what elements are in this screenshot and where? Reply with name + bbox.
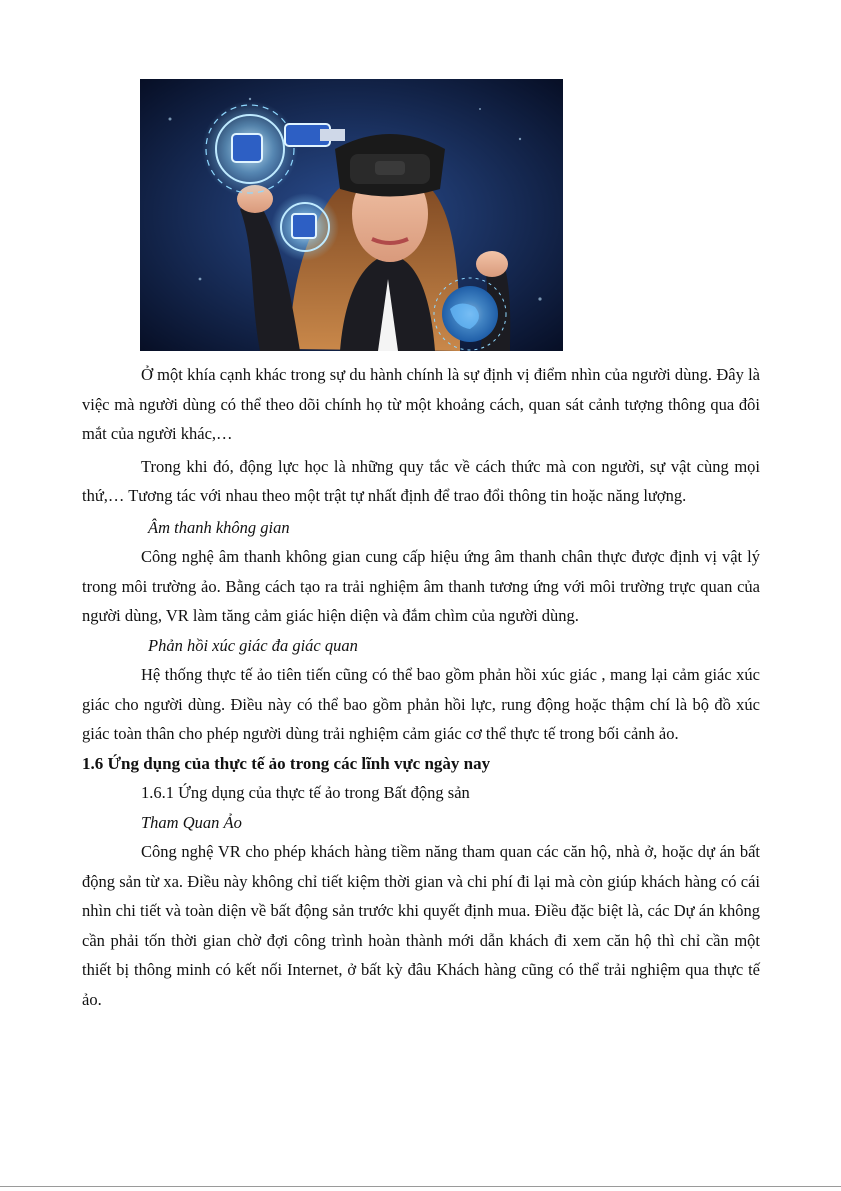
section-heading-1-6: 1.6 Ứng dụng của thực tế ảo trong các lĩnh vực ngày nay [82, 753, 491, 773]
vr-photo-illustration [140, 79, 563, 351]
subsection-heading-1-6-1: 1.6.1 Ứng dụng của thực tế ảo trong Bất động sản [141, 783, 470, 802]
subheading-spatial-audio: Âm thanh không gian [148, 517, 290, 537]
subheading-haptics: Phản hồi xúc giác đa giác quan [148, 635, 358, 655]
page-bottom-divider [0, 1186, 841, 1187]
paragraph-spatial-audio: Công nghệ âm thanh không gian cung cấp hiệu ứng âm thanh chân thực được định vị vật lý trong môi trường ảo. Bằng cách tạo ra trải nghiệm âm thanh tương ứng với môi trường trực quan của người dùng, VR làm tăng cảm giác hiện diện và đắm chìm của người dùng. [82, 547, 760, 625]
vr-headset-photo [140, 79, 563, 351]
paragraph-viewpoint: Ở một khía cạnh khác trong sự du hành chính là sự định vị điểm nhìn của người dùng. Đây là việc mà người dùng có thể theo dõi chính họ từ một khoảng cách, quan sát cảnh tượng thông qua đôi mắt của người khác,… [82, 365, 760, 443]
paragraph-haptics: Hệ thống thực tế ảo tiên tiến cũng có thể bao gồm phản hồi xúc giác , mang lại cảm giác xúc giác cho người dùng. Điều này có thể bao gồm phản hồi lực, rung động hoặc thậm chí là bộ đồ xúc giác toàn thân cho phép người dùng trải nghiệm cảm giác cơ thể thực tế trong bối cảnh ảo. [82, 665, 760, 743]
paragraph-virtual-tour: Công nghệ VR cho phép khách hàng tiềm năng tham quan các căn hộ, nhà ở, hoặc dự án bất động sản từ xa. Điều này không chỉ tiết kiệm thời gian và chi phí đi lại mà còn giúp khách hàng có cái nhìn chi tiết và toàn diện về bất động sản trước khi quyết định mua. Điều đặc biệt là, các Dự án không cần phải tốn thời gian chờ đợi công trình hoàn thành mới dẫn khách đi xem căn hộ thì chỉ cần một thiết bị thông minh có kết nối Internet, ở bất kỳ đâu Khách hàng cũng có thể trải nghiệm qua thực tế ảo. [82, 842, 760, 1009]
paragraph-dynamics: Trong khi đó, động lực học là những quy tắc về cách thức mà con người, sự vật cùng mọi thứ,… Tương tác với nhau theo một trật tự nhất định để trao đổi thông tin hoặc năng lượng. [82, 456, 760, 505]
subheading-virtual-tour: Tham Quan Ảo [141, 812, 242, 832]
page-body [82, 360, 760, 1014]
